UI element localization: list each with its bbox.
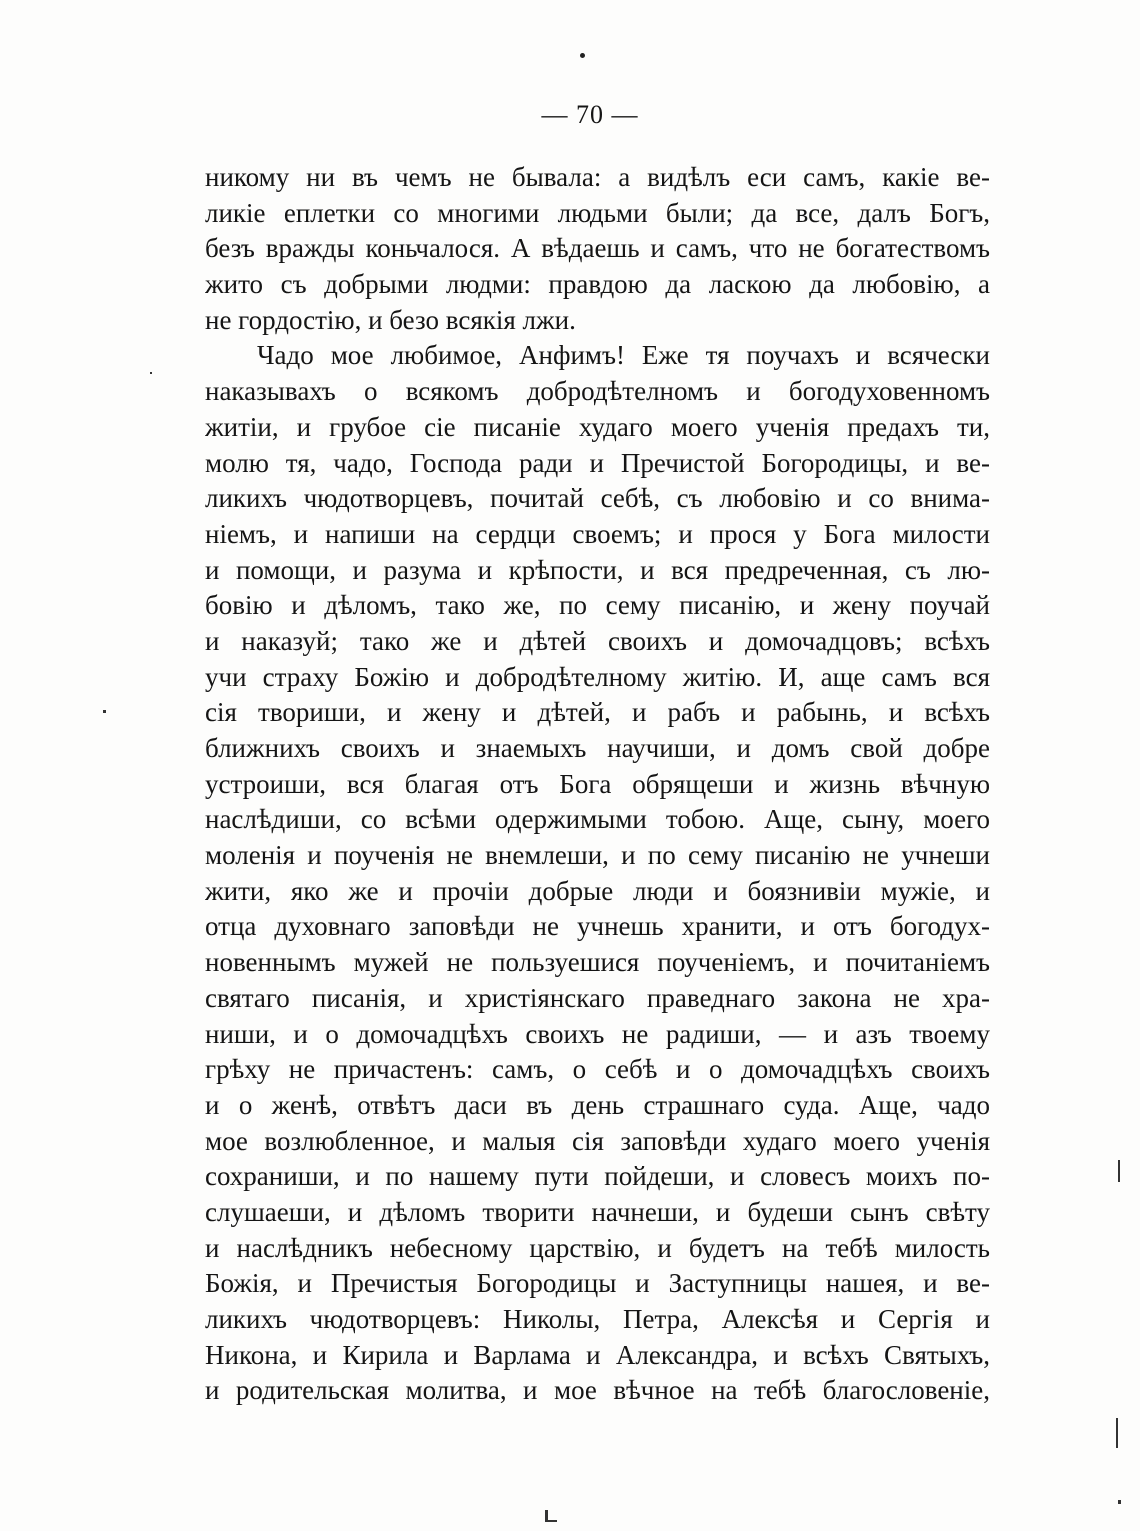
scan-artifact [545,1520,557,1522]
text-line: Никона, и Кирила и Варлама и Александра, и всѣхъ Святыхъ, [205,1339,990,1370]
text-line: ніемъ, и напиши на сердци своемъ; и прося у Бога милости [205,518,990,549]
text-line: не гордостію, и безо всякія лжи. [205,304,576,335]
text-line: жито съ добрыми людми: правдою да ласкою да любовію, а [205,269,990,300]
scan-artifact [150,372,152,374]
text-line: ликихъ чюдотворцевъ, почитай себѣ, съ любовію и со внима- [205,483,990,514]
text-line: устроиши, вся благая отъ Бога обрящеши и жизнь вѣчную [205,768,990,799]
text-line: бовію и дѣломъ, тако же, по сему писанію, и жену поучай [205,590,990,621]
text-line: жити, яко же и прочіи добрые люди и боязнивіи мужіе, и [205,875,990,906]
text-line: безъ вражды коньчалося. А вѣдаешь и самъ, что не богатествомъ [205,233,990,264]
text-line: житіи, и грубое сіе писаніе худаго моего ученія предахъ ти, [205,411,990,442]
text-line: святаго писанія, и христіянскаго праведнаго закона не хра- [205,982,990,1013]
scan-artifact [1118,1500,1121,1504]
text-line: слушаеши, и дѣломъ творити начнеши, и будеши сынъ свѣту [205,1196,990,1227]
text-line: ниши, и о домочадцѣхъ своихъ не радиши, — и азъ твоему [205,1018,990,1049]
text-line: новеннымъ мужей не пользуешися поученіемъ, и почитаніемъ [205,947,990,978]
text-line: и помощи, и разума и крѣпости, и вся предреченная, съ лю- [205,554,990,585]
text-line: и о женѣ, отвѣтъ даси въ день страшнаго суда. Аще, чадо [205,1089,990,1120]
text-line: Чадо мое любимое, Анфимъ! Еже тя поучахъ и всячески [257,340,990,371]
text-line: Божія, и Пречистыя Богородицы и Заступницы нашея, и ве- [205,1268,990,1299]
text-line: учи страху Божію и добродѣтелному житію. И, аще самъ вся [205,661,990,692]
text-line: наказывахъ о всякомъ добродѣтелномъ и богодуховенномъ [205,376,990,407]
text-line: и наказуй; тако же и дѣтей своихъ и домочадцовъ; всѣхъ [205,625,990,656]
scan-artifact [1118,1160,1120,1182]
page-number: — 70 — [541,100,639,129]
text-line: сія твориши, и жену и дѣтей, и рабъ и рабынь, и всѣхъ [205,697,990,728]
text-line: грѣху не причастенъ: самъ, о себѣ и о домочадцѣхъ своихъ [205,1054,990,1085]
text-line: отца духовнаго заповѣди не учнешь хранити, и отъ богодух- [205,911,990,942]
page-dot-mark [580,53,585,58]
scan-artifact [1116,1418,1118,1448]
text-line: моленія и поученія не внемлеши, и по сему писанію не учнеши [205,840,990,871]
text-line: мое возлюбленное, и малыя сія заповѣди худаго моего ученія [205,1125,990,1156]
text-line: никому ни въ чемъ не бывала: а видѣлъ еси самъ, какіе ве- [205,162,990,192]
text-line: ликіе еплетки со многими людьми были; да все, далъ Богъ, [205,197,990,228]
text-line: сохраниши, и по нашему пути пойдеши, и словесъ моихъ по- [205,1161,990,1192]
body-text [205,160,990,1409]
text-line: ближнихъ своихъ и знаемыхъ научиши, и домъ свой добре [205,733,990,763]
text-line: молю тя, чадо, Господа ради и Пречистой Богородицы, и ве- [205,447,990,478]
text-line: и наслѣдникъ небесному царствію, и будетъ на тебѣ милость [205,1232,990,1263]
text-line: ликихъ чюдотворцевъ: Николы, Петра, Алексѣя и Сергія и [205,1304,990,1334]
text-line: и родительская молитва, и мое вѣчное на тебѣ благословеніе, [205,1375,990,1406]
scan-artifact [103,710,106,713]
text-line: наслѣдиши, со всѣми одержимыми тобою. Аще, сыну, моего [205,804,990,835]
